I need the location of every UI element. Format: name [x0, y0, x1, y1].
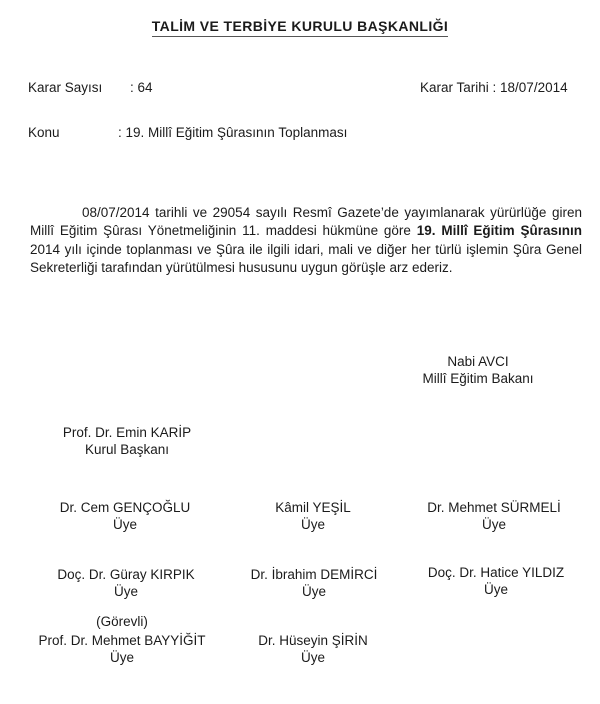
signature-member-1-title: Üye — [112, 517, 137, 532]
signature-member-7-title: Üye — [109, 650, 134, 665]
body-paragraph — [30, 204, 582, 278]
signature-member-3-name: Dr. Mehmet SÜRMELİ — [427, 500, 561, 515]
signature-member-3-title: Üye — [481, 517, 506, 532]
signature-member-2-title: Üye — [300, 517, 325, 532]
decision-date: Karar Tarihi : 18/07/2014 — [420, 80, 568, 95]
document-header — [0, 18, 600, 37]
signature-member-5-title: Üye — [301, 584, 326, 599]
signature-member-6-title: Üye — [483, 582, 508, 597]
signature-chairman — [17, 424, 237, 458]
document-title: TALİM VE TERBİYE KURULU BAŞKANLIĞI — [152, 18, 448, 37]
body-line-3 — [30, 241, 582, 259]
body-line-3-text: 2014 yılı içinde toplanması ve Şûra ile ilgili idari, mali ve diğer her türlü işlemin Şûra Genel — [30, 241, 582, 257]
signature-minister-title: Millî Eğitim Bakanı — [422, 371, 534, 386]
signature-member-4 — [16, 566, 236, 600]
body-line-2 — [30, 222, 582, 240]
decision-number-label: Karar Sayısı — [28, 80, 103, 95]
signature-member-3 — [384, 499, 600, 533]
body-line-1 — [30, 204, 582, 222]
signature-member-1 — [15, 499, 235, 533]
signature-minister — [368, 353, 588, 387]
body-line-4 — [30, 259, 582, 277]
signature-member-7 — [12, 613, 232, 666]
signature-member-7-name: Prof. Dr. Mehmet BAYYİĞİT — [38, 633, 206, 648]
subject-label: Konu — [28, 125, 60, 140]
body-line-1-text: 08/07/2014 tarihli ve 29054 sayılı Resmî Gazete’de yayımlanarak yürürlüğe giren — [82, 205, 582, 220]
signature-member-1-name: Dr. Cem GENÇOĞLU — [59, 500, 191, 515]
body-line-2-bold-text: 19. Millî Eğitim Şûrasının — [416, 223, 582, 239]
signature-chairman-name: Prof. Dr. Emin KARİP — [62, 425, 192, 440]
decision-number-value: : 64 — [130, 80, 153, 95]
signature-member-4-name: Doç. Dr. Güray KIRPIK — [57, 567, 195, 582]
body-line-4-text: Sekreterliği tarafından yürütülmesi hususunu uygun görüşle arz ederiz. — [30, 260, 453, 276]
signature-member-8 — [203, 632, 423, 666]
signature-member-5-name: Dr. İbrahim DEMİRCİ — [250, 567, 378, 582]
body-line-2-text: Millî Eğitim Şûrası Yönetmeliğinin 11. maddesi hükmüne göre — [30, 223, 417, 239]
signature-member-4-title: Üye — [113, 584, 138, 599]
signature-chairman-title: Kurul Başkanı — [84, 442, 170, 457]
signature-member-2-name: Kâmil YEŞİL — [275, 500, 351, 515]
signature-member-8-name: Dr. Hüseyin ŞİRİN — [258, 633, 368, 648]
signature-member-6 — [386, 564, 600, 598]
subject-value: : 19. Millî Eğitim Şûrasının Toplanması — [118, 125, 348, 140]
signature-member-6-name: Doç. Dr. Hatice YILDIZ — [427, 565, 565, 580]
signature-member-7-note: (Görevli) — [96, 614, 148, 629]
signature-member-8-title: Üye — [300, 650, 325, 665]
signature-minister-name: Nabi AVCI — [447, 354, 509, 369]
